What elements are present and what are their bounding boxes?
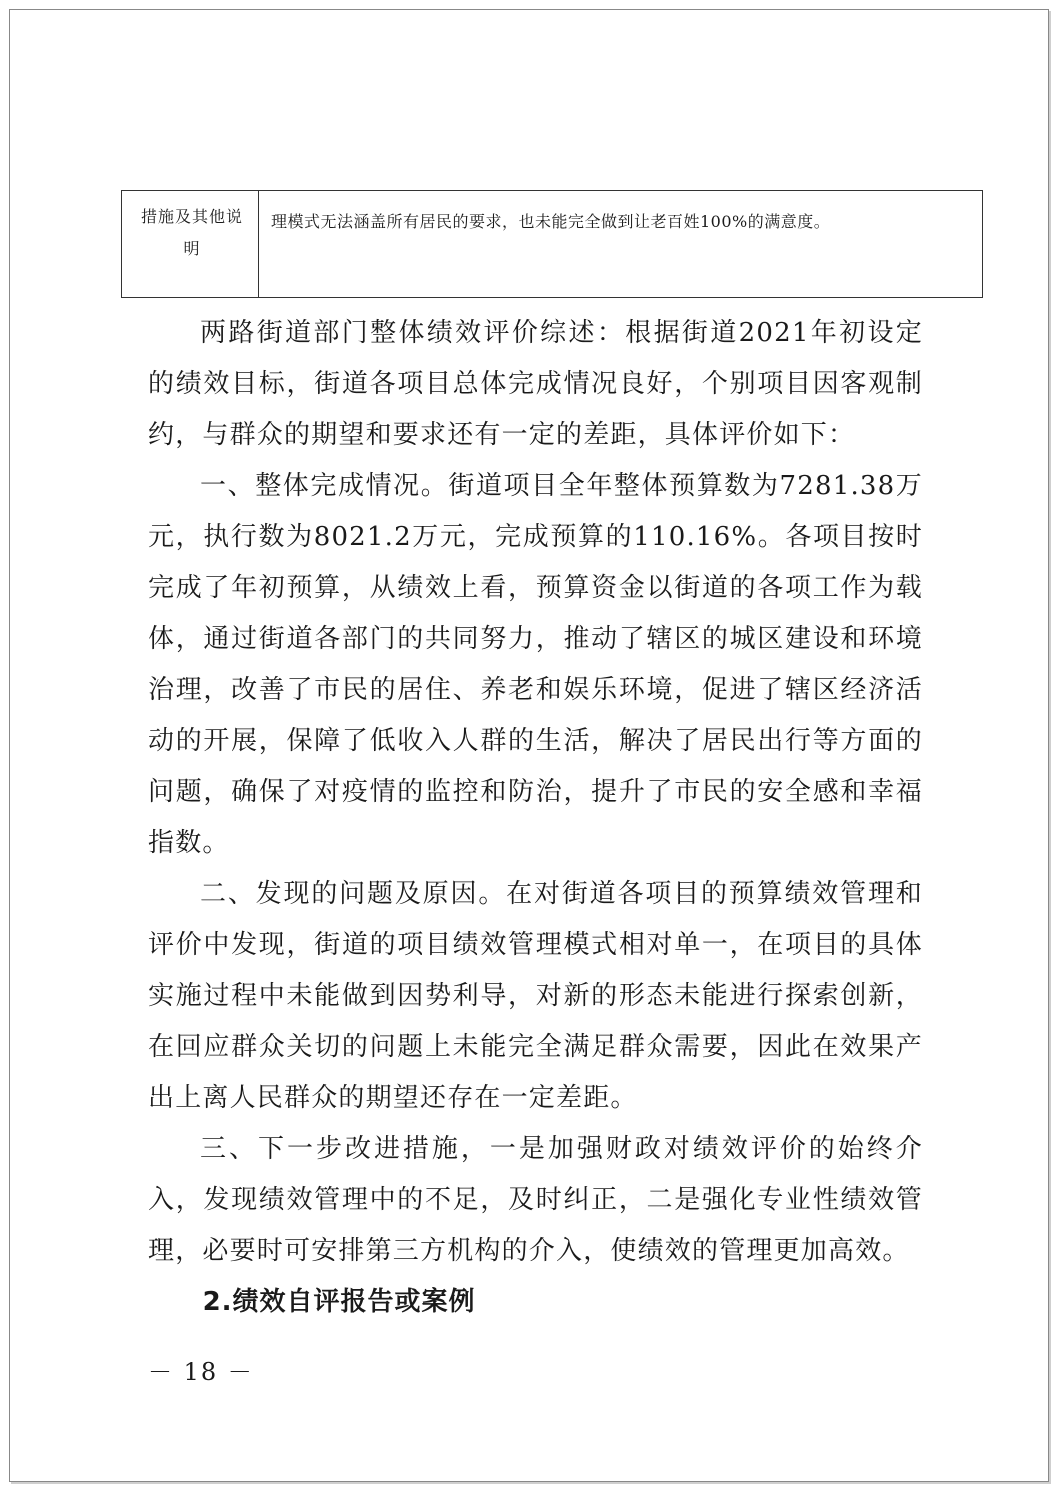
table-last-row (121, 190, 983, 298)
table-content-cell: 理模式无法涵盖所有居民的要求，也未能完全做到让老百姓100%的满意度。 (271, 212, 831, 231)
section-heading: 2.绩效自评报告或案例 (202, 1287, 476, 1317)
paragraph-problems: 二、发现的问题及原因。在对街道各项目的预算绩效管理和评价中发现，街道的项目绩效管理模式相对单一，在项目的具体实施过程中未能做到因势利导，对新的形态未能进行探索创新，在回应群众关切的问题上未能完全满足群众需要，因此在效果产出上离人民群众的期望还存在一定差距。 (148, 879, 923, 1113)
document-body (148, 308, 923, 1328)
page-number: － 18 － (148, 1358, 254, 1386)
table-label-cell: 措施及其他说明 (122, 191, 259, 297)
paragraph-improvements: 三、下一步改进措施，一是加强财政对绩效评价的始终介入，发现绩效管理中的不足，及时纠正，二是强化专业性绩效管理，必要时可安排第三方机构的介入，使绩效的管理更加高效。 (148, 1134, 923, 1266)
paragraph-completion: 一、整体完成情况。街道项目全年整体预算数为7281.38万元，执行数为8021.2万元，完成预算的110.16%。各项目按时完成了年初预算，从绩效上看，预算资金以街道的各项工作为载体，通过街道各部门的共同努力，推动了辖区的城区建设和环境治理，改善了市民的居住、养老和娱乐环境，促进了辖区经济活动的开展，保障了低收入人群的生活，解决了居民出行等方面的问题，确保了对疫情的监控和防治，提升了市民的安全感和幸福指数。 (148, 471, 923, 858)
paragraph-summary: 两路街道部门整体绩效评价综述：根据街道2021年初设定的绩效目标，街道各项目总体完成情况良好，个别项目因客观制约，与群众的期望和要求还有一定的差距，具体评价如下： (148, 318, 923, 450)
